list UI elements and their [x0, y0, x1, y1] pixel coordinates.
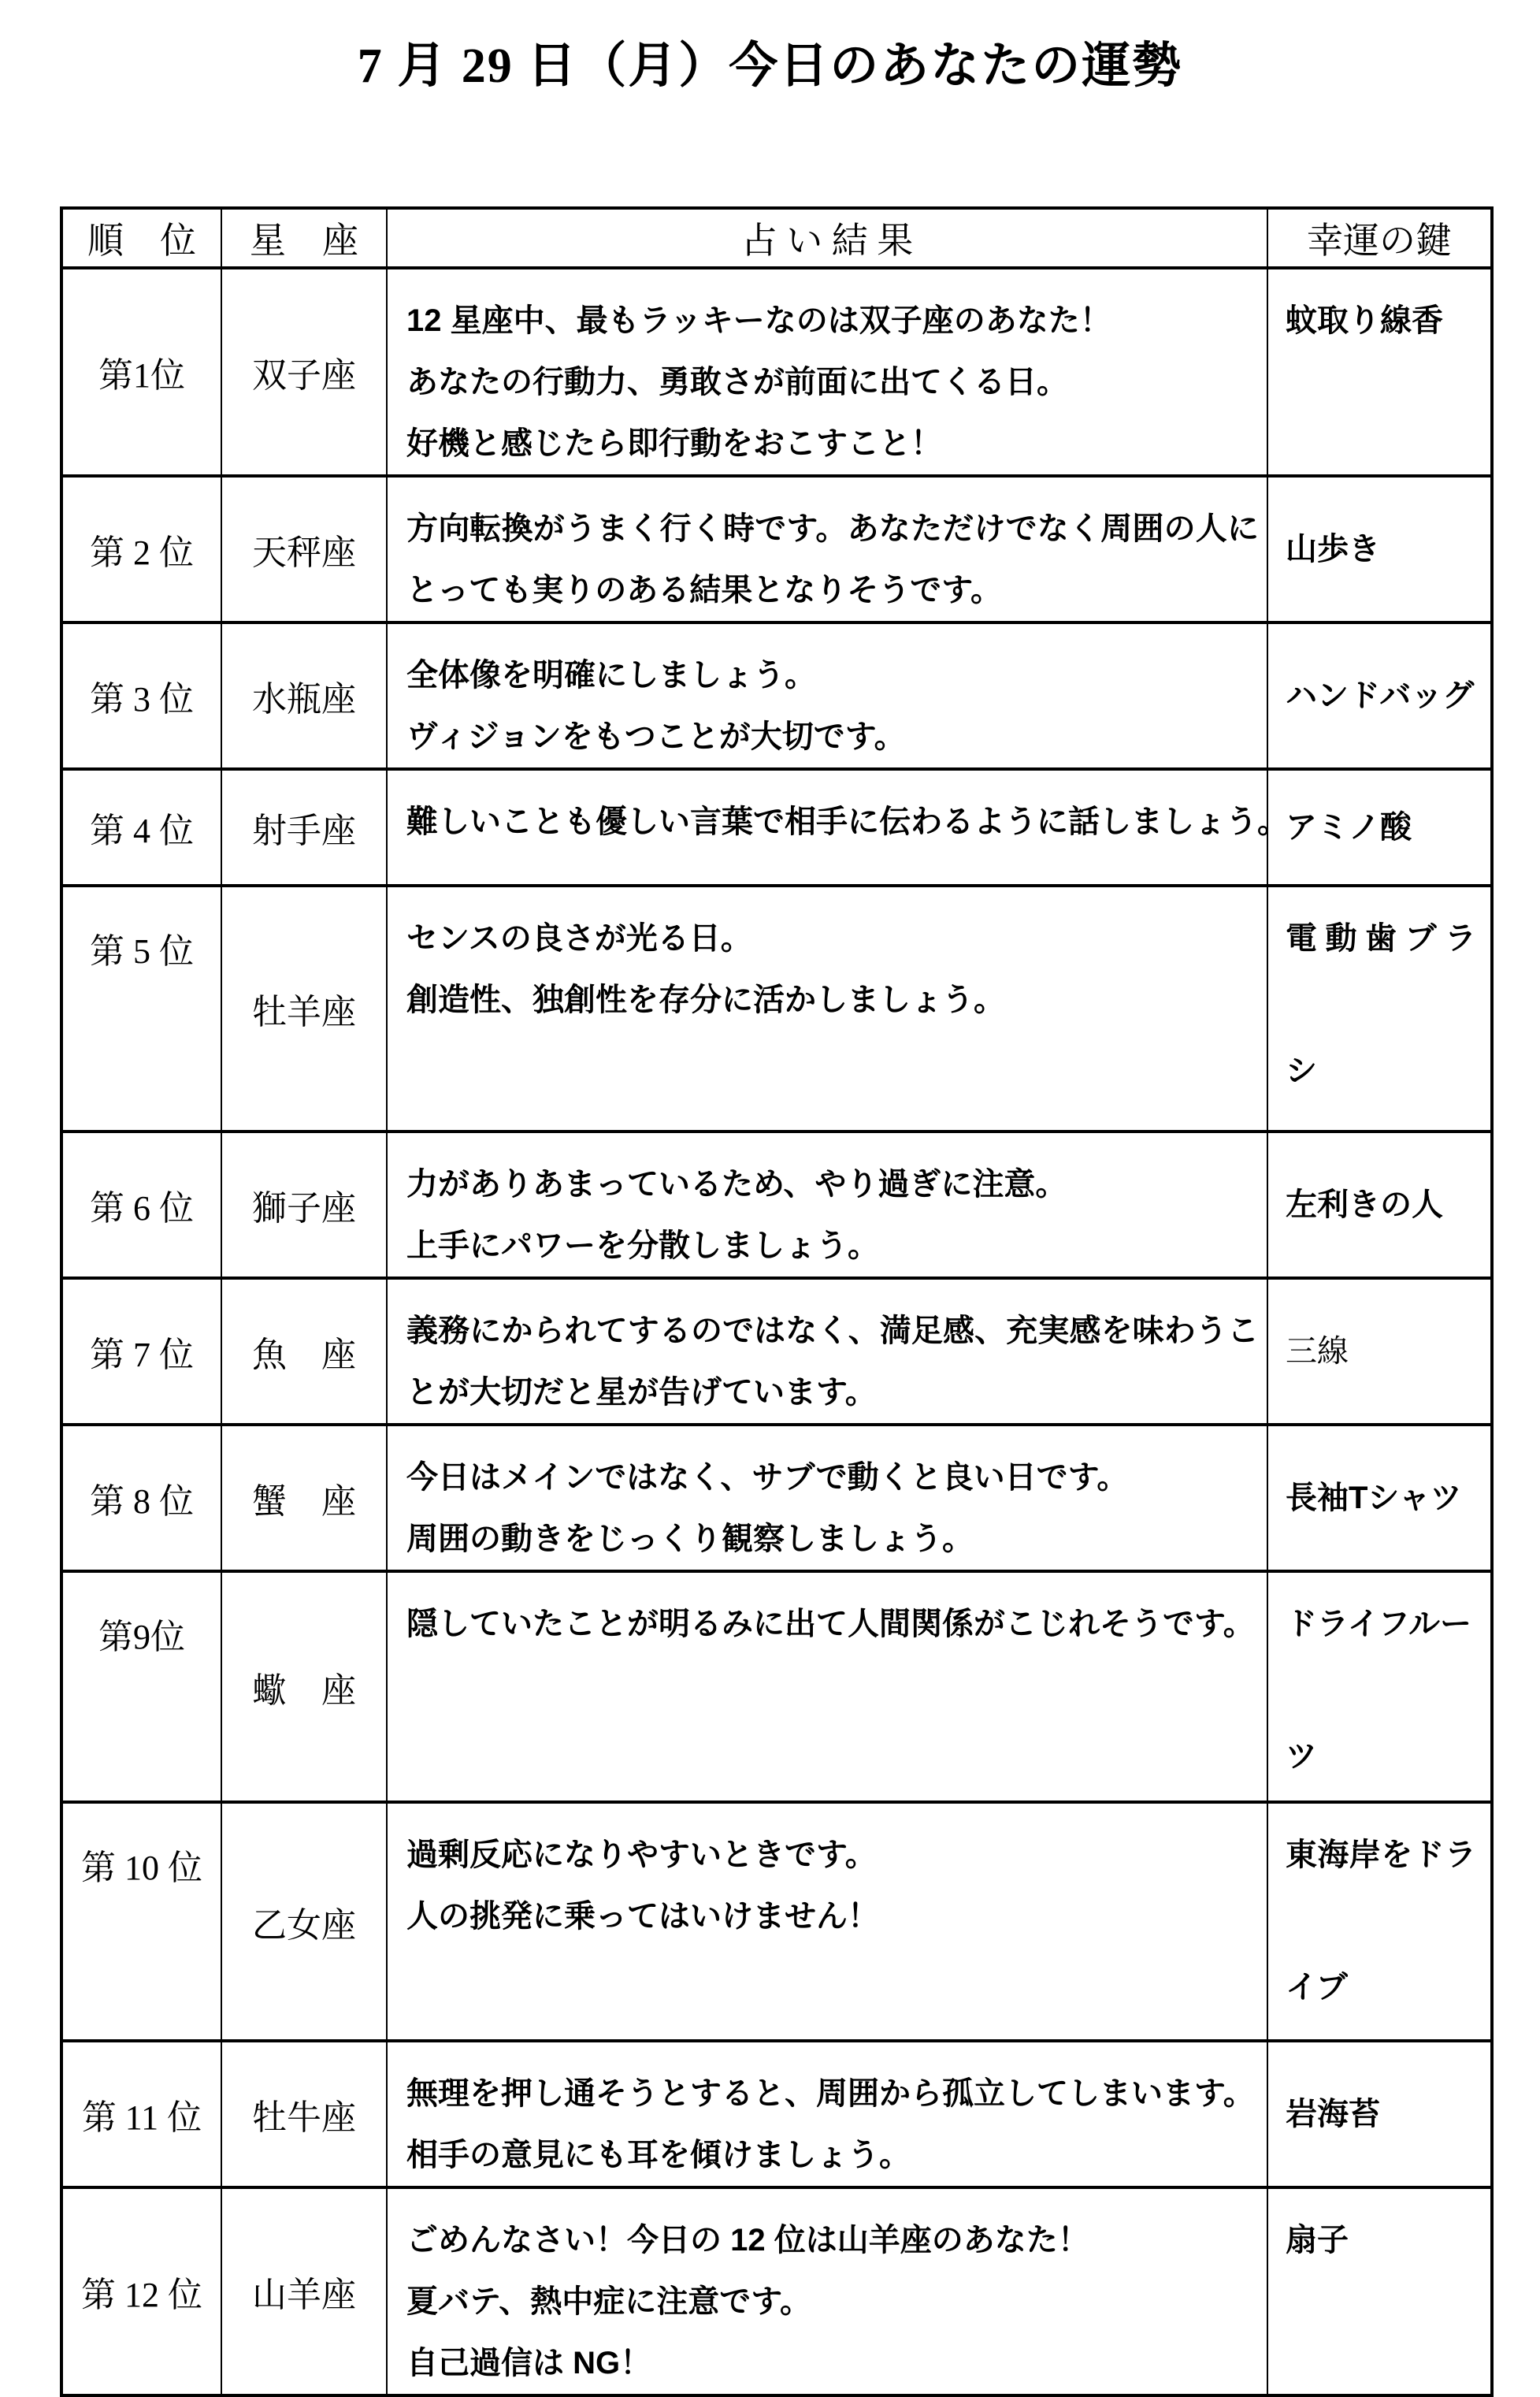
lucky-key: ハンドバッグ — [1286, 678, 1475, 713]
fortune-line: 全体像を明確にしましょう。 — [406, 658, 816, 693]
fortune-result-cell — [387, 1278, 1267, 1425]
zodiac-sign-cell: 射手座 — [221, 769, 387, 886]
rank-cell: 第 6 位 — [61, 1132, 221, 1278]
lucky-key-cell — [1267, 769, 1492, 886]
table-row — [61, 2041, 1492, 2187]
rank-cell: 第 12 位 — [61, 2187, 221, 2395]
table-row — [61, 622, 1492, 769]
table-header — [61, 208, 1492, 268]
table-row — [61, 2187, 1492, 2395]
lucky-key-cell — [1267, 622, 1492, 769]
column-header-sign: 星 座 — [221, 208, 387, 268]
table-body — [61, 268, 1492, 2395]
fortune-result-cell — [387, 769, 1289, 886]
zodiac-sign-cell: 蠍 座 — [221, 1571, 387, 1802]
fortune-result-cell — [387, 622, 1267, 769]
lucky-key-cell — [1267, 2041, 1492, 2187]
rank-cell: 第 11 位 — [61, 2041, 221, 2187]
fortune-line: 力がありあまっているため、やり過ぎに注意。 — [406, 1167, 1067, 1202]
rank-cell: 第1位 — [61, 268, 221, 476]
lucky-key-cell — [1267, 476, 1492, 622]
rank-cell: 第 2 位 — [61, 476, 221, 622]
fortune-line: 無理を押し通そうとすると、周囲から孤立してしまいます。 — [406, 2076, 1255, 2111]
lucky-key-cell — [1267, 886, 1492, 1132]
rank-cell: 第 4 位 — [61, 769, 221, 886]
table-row — [61, 1278, 1492, 1425]
lucky-key-cell — [1267, 1802, 1492, 2041]
lucky-key: 岩海苔 — [1286, 2097, 1380, 2131]
fortune-line: 12 星座中、最もラッキーなのは双子座のあなた！ — [406, 303, 1111, 338]
table-row — [61, 1571, 1492, 1802]
rank-cell: 第 5 位 — [61, 886, 221, 1132]
fortune-line: 過剰反応になりやすいときです。 — [406, 1838, 877, 1872]
fortune-line: あなたの行動力、勇敢さが前面に出てくる日。 — [406, 365, 1068, 400]
table-row — [61, 769, 1492, 886]
lucky-key: 東海岸をドラ — [1286, 1838, 1476, 1872]
rank-cell: 第 10 位 — [61, 1802, 221, 2041]
table-row — [61, 886, 1492, 1132]
lucky-key-cell — [1267, 1425, 1492, 1571]
table-row — [61, 268, 1492, 476]
fortune-line: とが大切だと星が告げています。 — [406, 1375, 877, 1410]
header-row — [61, 208, 1492, 268]
fortune-line: 難しいことも優しい言葉で相手に伝わるように話しましょう。 — [406, 805, 1289, 839]
lucky-key: 蚊取り線香 — [1286, 303, 1443, 338]
fortune-result-cell — [387, 1132, 1267, 1278]
fortune-result-cell — [387, 1425, 1267, 1571]
lucky-key: シ — [1286, 1054, 1317, 1088]
rank-cell: 第 7 位 — [61, 1278, 221, 1425]
lucky-key: 三線 — [1286, 1333, 1349, 1369]
fortune-line: 今日はメインではなく、サブで動くと良い日です。 — [406, 1460, 1129, 1495]
fortune-line: ごめんなさい！今日の 12 位は山羊座のあなた！ — [406, 2223, 1089, 2258]
column-header-rank: 順 位 — [61, 208, 221, 268]
lucky-key-cell — [1267, 1571, 1492, 1802]
lucky-key: 電動歯ブラ — [1286, 921, 1476, 956]
lucky-key-cell — [1267, 2187, 1492, 2395]
fortune-line: 方向転換がうまく行く時です。あなただけでなく周囲の人に — [406, 511, 1259, 546]
fortune-result-cell — [387, 476, 1267, 622]
fortune-line: 好機と感じたら即行動をおこすこと！ — [406, 426, 942, 461]
fortune-result-cell — [387, 1571, 1267, 1802]
fortune-result-cell — [387, 2187, 1267, 2395]
lucky-key: ドライフルー — [1286, 1607, 1471, 1641]
column-header-lucky-key: 幸運の鍵 — [1267, 208, 1492, 268]
lucky-key: イブ — [1286, 1970, 1348, 2005]
zodiac-sign-cell: 山羊座 — [221, 2187, 387, 2395]
fortune-result-cell — [387, 2041, 1267, 2187]
zodiac-sign-cell: 獅子座 — [221, 1132, 387, 1278]
table-row — [61, 1425, 1492, 1571]
fortune-line: 義務にかられてするのではなく、満足感、充実感を味わうこ — [406, 1314, 1259, 1348]
lucky-key-cell — [1267, 1278, 1492, 1425]
fortune-line: ヴィジョンをもつことが大切です。 — [406, 719, 906, 754]
table-row — [61, 1132, 1492, 1278]
rank-cell: 第 8 位 — [61, 1425, 221, 1571]
page-title: 7 月 29 日（月）今日のあなたの運勢 — [357, 39, 1183, 93]
lucky-key: 山歩き — [1286, 532, 1380, 567]
table-row — [61, 476, 1492, 622]
zodiac-sign-cell: 蟹 座 — [221, 1425, 387, 1571]
fortune-result-cell — [387, 268, 1267, 476]
column-header-result: 占 い 結 果 — [387, 208, 1267, 268]
lucky-key: ツ — [1286, 1739, 1317, 1774]
lucky-key: 扇子 — [1286, 2223, 1349, 2258]
fortune-line: 自己過信は NG！ — [406, 2346, 652, 2380]
zodiac-sign-cell: 乙女座 — [221, 1802, 387, 2041]
zodiac-sign-cell: 魚 座 — [221, 1278, 387, 1425]
zodiac-sign-cell: 牡牛座 — [221, 2041, 387, 2187]
lucky-key-cell — [1267, 268, 1492, 476]
fortune-line: 夏バテ、熱中症に注意です。 — [406, 2284, 811, 2319]
rank-cell: 第 3 位 — [61, 622, 221, 769]
lucky-key-cell — [1267, 1132, 1492, 1278]
fortune-line: 周囲の動きをじっくり観察しましょう。 — [406, 1522, 974, 1556]
table-row — [61, 1802, 1492, 2041]
fortune-line: 隠していたことが明るみに出て人間関係がこじれそうです。 — [406, 1607, 1255, 1641]
zodiac-sign-cell: 双子座 — [221, 268, 387, 476]
fortune-line: とっても実りのある結果となりそうです。 — [406, 573, 1002, 608]
fortune-line: 相手の意見にも耳を傾けましょう。 — [406, 2138, 911, 2172]
zodiac-sign-cell: 天秤座 — [221, 476, 387, 622]
lucky-key: 左利きの人 — [1286, 1187, 1443, 1222]
rank-cell: 第9位 — [61, 1571, 221, 1802]
fortune-result-cell — [387, 1802, 1267, 2041]
fortune-line: 上手にパワーを分散しましょう。 — [406, 1228, 879, 1263]
zodiac-sign-cell: 牡羊座 — [221, 886, 387, 1132]
fortune-line: 人の挑発に乗ってはいけません！ — [406, 1899, 879, 1934]
horoscope-table — [60, 206, 1494, 2397]
fortune-line: 創造性、独創性を存分に活かしましょう。 — [406, 983, 1005, 1017]
lucky-key: アミノ酸 — [1286, 810, 1412, 845]
zodiac-sign-cell: 水瓶座 — [221, 622, 387, 769]
fortune-line: センスの良さが光る日。 — [406, 921, 752, 956]
fortune-result-cell — [387, 886, 1267, 1132]
lucky-key: 長袖Tシャツ — [1286, 1481, 1462, 1515]
